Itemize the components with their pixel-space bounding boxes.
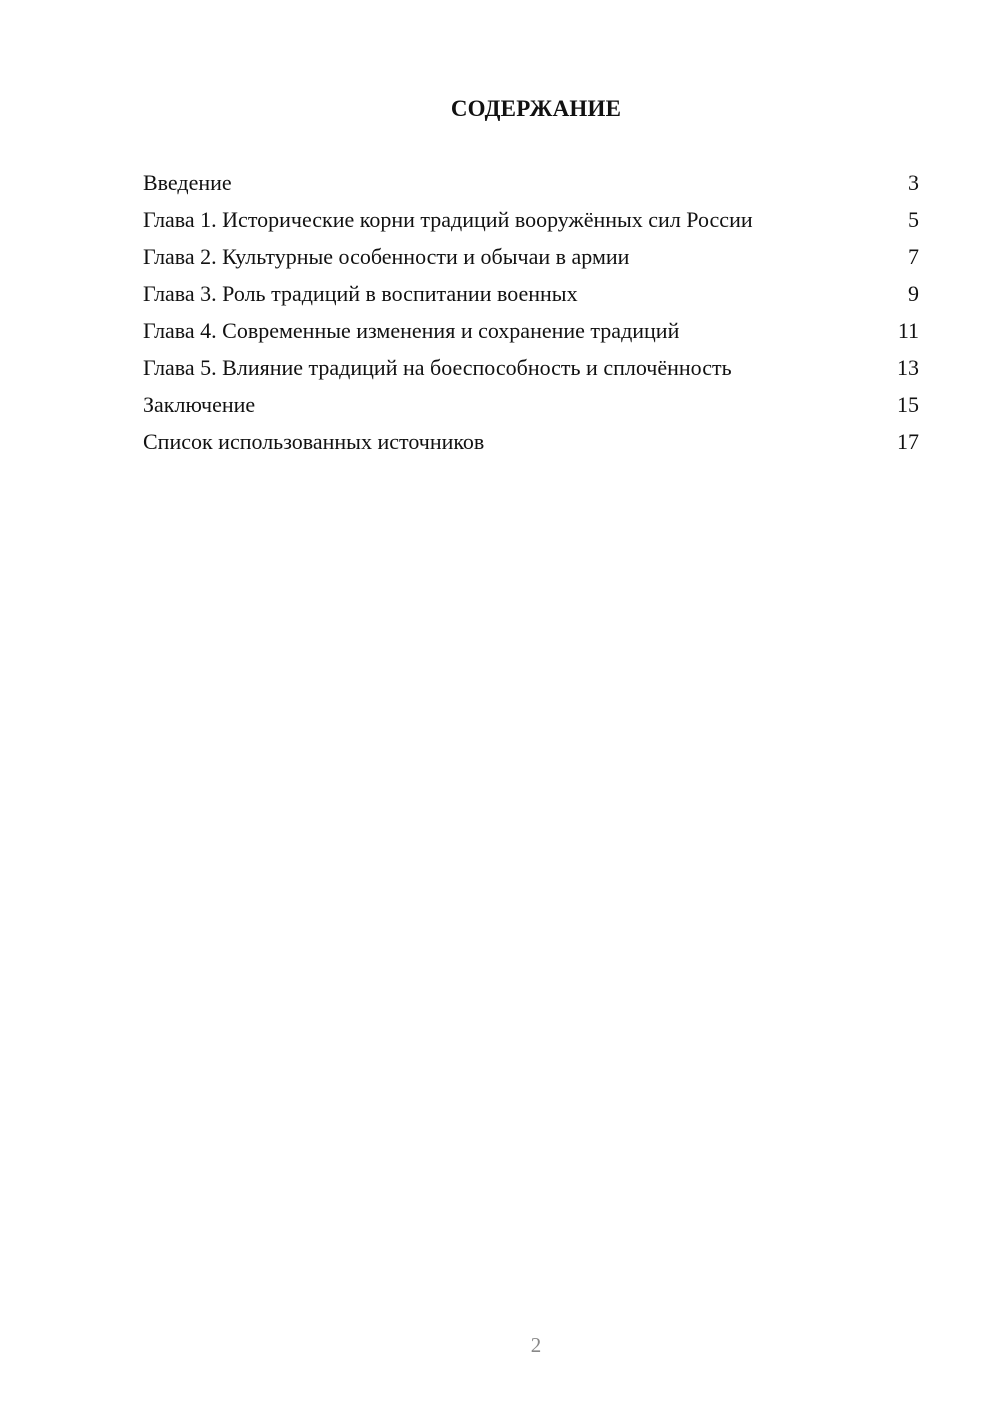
- toc-item-page: 17: [897, 429, 919, 454]
- toc-item-label: Глава 3. Роль традиций в воспитании военных: [143, 281, 578, 306]
- toc-item-chapter-3[interactable]: [143, 281, 919, 307]
- table-of-contents: [143, 170, 919, 466]
- toc-item-label: Глава 5. Влияние традиций на боеспособность и сплочённость: [143, 355, 732, 380]
- toc-item-label: Глава 2. Культурные особенности и обычаи в армии: [143, 244, 630, 269]
- toc-item-label: Список использованных источников: [143, 429, 485, 454]
- toc-item-introduction[interactable]: [143, 170, 919, 196]
- toc-item-conclusion[interactable]: [143, 392, 919, 418]
- toc-item-label: Заключение: [143, 392, 256, 417]
- page-title: СОДЕРЖАНИЕ: [450, 96, 622, 121]
- toc-item-label: Введение: [143, 170, 232, 195]
- toc-item-chapter-5[interactable]: [143, 355, 919, 381]
- toc-item-page: 11: [897, 318, 919, 343]
- toc-item-page: 3: [908, 170, 919, 195]
- toc-item-page: 13: [897, 355, 919, 380]
- toc-item-label: Глава 1. Исторические корни традиций вооружённых сил России: [143, 207, 753, 232]
- toc-item-label: Глава 4. Современные изменения и сохранение традиций: [143, 318, 680, 343]
- toc-item-sources[interactable]: [143, 429, 919, 455]
- toc-item-page: 15: [897, 392, 919, 417]
- toc-item-chapter-1[interactable]: [143, 207, 919, 233]
- toc-item-page: 9: [908, 281, 919, 306]
- toc-item-chapter-4[interactable]: [143, 318, 919, 344]
- page-number: 2: [530, 1333, 542, 1357]
- toc-item-page: 7: [908, 244, 919, 269]
- toc-item-chapter-2[interactable]: [143, 244, 919, 270]
- toc-item-page: 5: [908, 207, 919, 232]
